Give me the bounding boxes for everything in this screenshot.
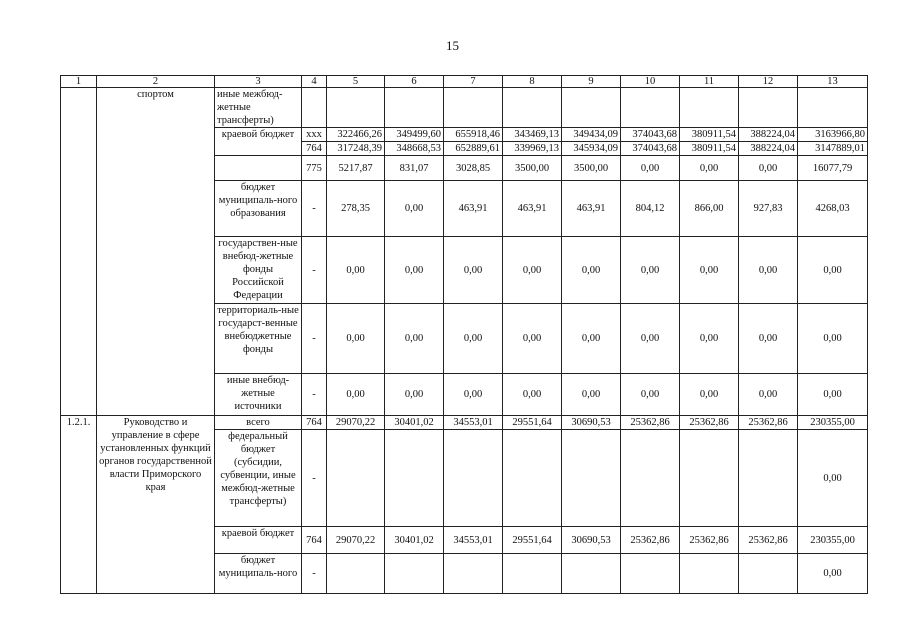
value-cell: 0,00 <box>327 374 385 416</box>
index-cell <box>61 88 97 416</box>
code-cell: - <box>302 304 327 374</box>
value-cell <box>798 88 868 128</box>
code-cell: 764 <box>302 527 327 554</box>
page-number: 15 <box>446 38 459 53</box>
value-cell <box>739 554 798 594</box>
value-cell: 0,00 <box>798 430 868 527</box>
code-cell: - <box>302 430 327 527</box>
value-cell: 29551,64 <box>503 527 562 554</box>
value-cell: 29070,22 <box>327 416 385 430</box>
value-cell: 0,00 <box>562 304 621 374</box>
value-cell <box>739 88 798 128</box>
value-cell <box>562 554 621 594</box>
value-cell: 927,83 <box>739 181 798 237</box>
header-cell: 11 <box>680 76 739 88</box>
header-cell: 8 <box>503 76 562 88</box>
value-cell: 0,00 <box>385 181 444 237</box>
value-cell <box>503 88 562 128</box>
value-cell: 0,00 <box>503 374 562 416</box>
source-cell: иные внебюд-жетные источники <box>215 374 302 416</box>
value-cell <box>385 88 444 128</box>
value-cell: 0,00 <box>739 304 798 374</box>
value-cell: 0,00 <box>798 374 868 416</box>
source-cell: иные межбюд-жетные трансферты) <box>215 88 302 128</box>
value-cell <box>680 554 739 594</box>
value-cell: 4268,03 <box>798 181 868 237</box>
header-cell: 6 <box>385 76 444 88</box>
value-cell: 29551,64 <box>503 416 562 430</box>
table-header-row <box>61 76 868 88</box>
value-cell: 804,12 <box>621 181 680 237</box>
value-cell: 0,00 <box>385 304 444 374</box>
value-cell: 0,00 <box>621 304 680 374</box>
code-cell: - <box>302 374 327 416</box>
value-cell: 463,91 <box>503 181 562 237</box>
value-cell: 0,00 <box>739 237 798 304</box>
header-cell: 3 <box>215 76 302 88</box>
value-cell: 0,00 <box>739 156 798 181</box>
value-cell: 345934,09 <box>562 142 621 156</box>
item-name-cell: спортом <box>97 88 215 416</box>
value-cell: 374043,68 <box>621 128 680 142</box>
value-cell <box>562 430 621 527</box>
value-cell <box>621 554 680 594</box>
value-cell: 25362,86 <box>621 527 680 554</box>
value-cell: 0,00 <box>327 237 385 304</box>
value-cell: 0,00 <box>739 374 798 416</box>
value-cell: 0,00 <box>385 237 444 304</box>
source-cell: бюджет муниципаль-ного образования <box>215 181 302 237</box>
value-cell <box>680 430 739 527</box>
value-cell <box>680 88 739 128</box>
value-cell: 230355,00 <box>798 416 868 430</box>
header-cell: 13 <box>798 76 868 88</box>
code-cell <box>302 88 327 128</box>
value-cell: 317248,39 <box>327 142 385 156</box>
value-cell: 34553,01 <box>444 527 503 554</box>
value-cell: 0,00 <box>562 374 621 416</box>
value-cell <box>385 554 444 594</box>
value-cell: 0,00 <box>503 304 562 374</box>
value-cell: 0,00 <box>385 374 444 416</box>
value-cell: 380911,54 <box>680 128 739 142</box>
value-cell: 278,35 <box>327 181 385 237</box>
value-cell: 34553,01 <box>444 416 503 430</box>
table-row <box>61 416 868 430</box>
value-cell: 0,00 <box>680 374 739 416</box>
value-cell <box>327 554 385 594</box>
value-cell: 0,00 <box>798 304 868 374</box>
value-cell: 0,00 <box>798 237 868 304</box>
value-cell: 0,00 <box>798 554 868 594</box>
item-name-cell: Руководство и управление в сфере установленных функций органов государственной власти Приморского края <box>97 416 215 594</box>
value-cell: 29070,22 <box>327 527 385 554</box>
code-cell: 764 <box>302 142 327 156</box>
code-cell: 764 <box>302 416 327 430</box>
value-cell: 0,00 <box>444 304 503 374</box>
value-cell <box>621 430 680 527</box>
value-cell: 339969,13 <box>503 142 562 156</box>
code-cell: - <box>302 181 327 237</box>
code-cell: - <box>302 554 327 594</box>
value-cell: 0,00 <box>621 374 680 416</box>
value-cell <box>621 88 680 128</box>
value-cell: 3500,00 <box>562 156 621 181</box>
header-cell: 4 <box>302 76 327 88</box>
value-cell: 5217,87 <box>327 156 385 181</box>
value-cell <box>327 88 385 128</box>
code-cell: 775 <box>302 156 327 181</box>
value-cell: 230355,00 <box>798 527 868 554</box>
value-cell: 30401,02 <box>385 527 444 554</box>
source-cell: краевой бюджет <box>215 527 302 554</box>
header-cell: 5 <box>327 76 385 88</box>
value-cell: 0,00 <box>444 237 503 304</box>
value-cell: 0,00 <box>562 237 621 304</box>
source-cell: бюджет муниципаль-ного <box>215 554 302 594</box>
value-cell: 25362,86 <box>739 416 798 430</box>
value-cell: 3147889,01 <box>798 142 868 156</box>
value-cell: 30690,53 <box>562 527 621 554</box>
header-cell: 2 <box>97 76 215 88</box>
value-cell: 380911,54 <box>680 142 739 156</box>
value-cell: 866,00 <box>680 181 739 237</box>
value-cell <box>444 554 503 594</box>
value-cell: 343469,13 <box>503 128 562 142</box>
value-cell <box>385 430 444 527</box>
value-cell: 30690,53 <box>562 416 621 430</box>
code-cell: xxx <box>302 128 327 142</box>
value-cell: 831,07 <box>385 156 444 181</box>
table-row <box>61 88 868 128</box>
value-cell <box>562 88 621 128</box>
value-cell: 3028,85 <box>444 156 503 181</box>
value-cell: 655918,46 <box>444 128 503 142</box>
value-cell: 349499,60 <box>385 128 444 142</box>
value-cell: 25362,86 <box>739 527 798 554</box>
header-cell: 1 <box>61 76 97 88</box>
value-cell <box>444 88 503 128</box>
value-cell <box>444 430 503 527</box>
value-cell: 463,91 <box>562 181 621 237</box>
value-cell <box>739 430 798 527</box>
header-cell: 12 <box>739 76 798 88</box>
value-cell: 348668,53 <box>385 142 444 156</box>
value-cell: 0,00 <box>680 156 739 181</box>
value-cell: 463,91 <box>444 181 503 237</box>
value-cell <box>503 554 562 594</box>
header-cell: 7 <box>444 76 503 88</box>
value-cell: 30401,02 <box>385 416 444 430</box>
value-cell: 0,00 <box>327 304 385 374</box>
header-cell: 10 <box>621 76 680 88</box>
value-cell: 16077,79 <box>798 156 868 181</box>
value-cell: 349434,09 <box>562 128 621 142</box>
value-cell: 0,00 <box>621 237 680 304</box>
source-cell <box>215 156 302 181</box>
value-cell: 0,00 <box>503 237 562 304</box>
source-cell: всего <box>215 416 302 430</box>
value-cell: 3163966,80 <box>798 128 868 142</box>
source-cell: краевой бюджет <box>215 128 302 156</box>
header-cell: 9 <box>562 76 621 88</box>
budget-table <box>60 75 868 594</box>
value-cell <box>327 430 385 527</box>
value-cell: 388224,04 <box>739 142 798 156</box>
value-cell: 0,00 <box>680 304 739 374</box>
value-cell: 0,00 <box>680 237 739 304</box>
value-cell: 3500,00 <box>503 156 562 181</box>
value-cell: 0,00 <box>621 156 680 181</box>
source-cell: федеральный бюджет (субсидии, субвенции, иные межбюд-жетные трансферты) <box>215 430 302 527</box>
value-cell: 374043,68 <box>621 142 680 156</box>
source-cell: территориаль-ные государст-венные внебюджетные фонды <box>215 304 302 374</box>
code-cell: - <box>302 237 327 304</box>
value-cell: 652889,61 <box>444 142 503 156</box>
source-cell: государствен-ные внебюд-жетные фонды Российской Федерации <box>215 237 302 304</box>
value-cell: 25362,86 <box>680 416 739 430</box>
value-cell: 388224,04 <box>739 128 798 142</box>
value-cell: 25362,86 <box>680 527 739 554</box>
value-cell: 25362,86 <box>621 416 680 430</box>
value-cell <box>503 430 562 527</box>
value-cell: 0,00 <box>444 374 503 416</box>
value-cell: 322466,26 <box>327 128 385 142</box>
item-index-cell: 1.2.1. <box>61 416 97 594</box>
